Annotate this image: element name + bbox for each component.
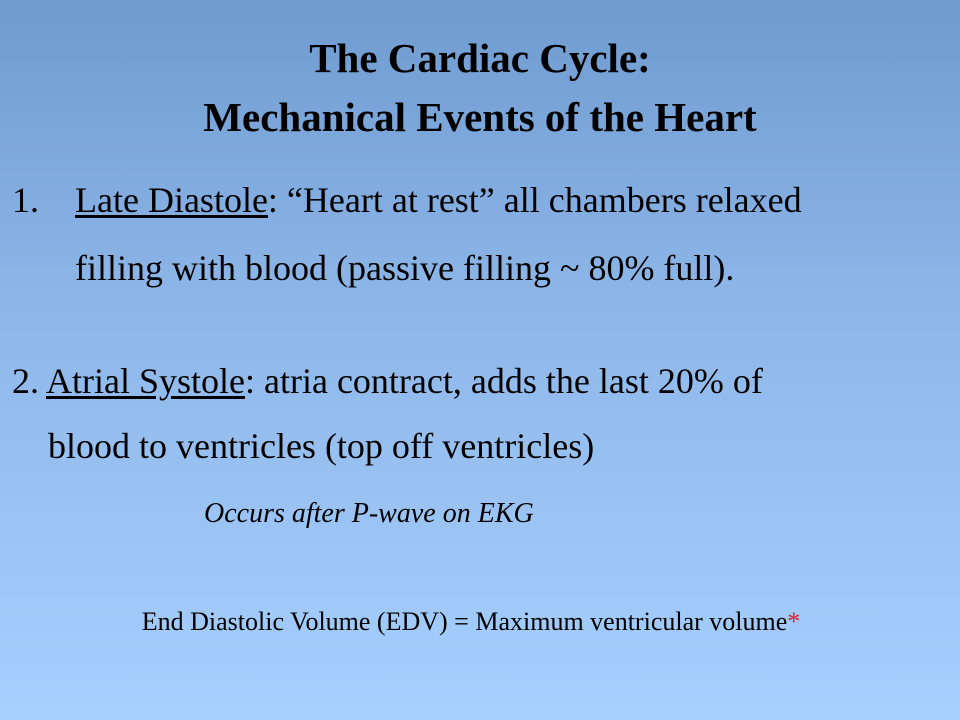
slide-title-line-1: The Cardiac Cycle: bbox=[309, 35, 651, 81]
slide-title-line-2: Mechanical Events of the Heart bbox=[203, 94, 757, 140]
asterisk-marker: * bbox=[787, 607, 801, 636]
item2-line1-text: : atria contract, adds the last 20% of bbox=[245, 361, 763, 401]
item1-line1-text: : “Heart at rest” all chambers relaxed bbox=[267, 180, 802, 220]
item2-term: Atrial Systole bbox=[46, 361, 245, 401]
item2-number: 2. bbox=[12, 361, 47, 401]
item1-number: 1. bbox=[12, 180, 39, 220]
item1-line2: filling with blood (passive filling ~ 80% full). bbox=[75, 248, 735, 288]
item1-term: Late Diastole bbox=[75, 180, 268, 220]
item2-line2: blood to ventricles (top off ventricles) bbox=[48, 426, 595, 466]
item1-line1 bbox=[75, 178, 802, 222]
edv-text: End Diastolic Volume (EDV) = Maximum ventricular volume bbox=[141, 607, 788, 636]
ekg-note: Occurs after P-wave on EKG bbox=[204, 498, 534, 529]
item2-line1 bbox=[12, 359, 763, 403]
edv-definition bbox=[0, 605, 942, 639]
